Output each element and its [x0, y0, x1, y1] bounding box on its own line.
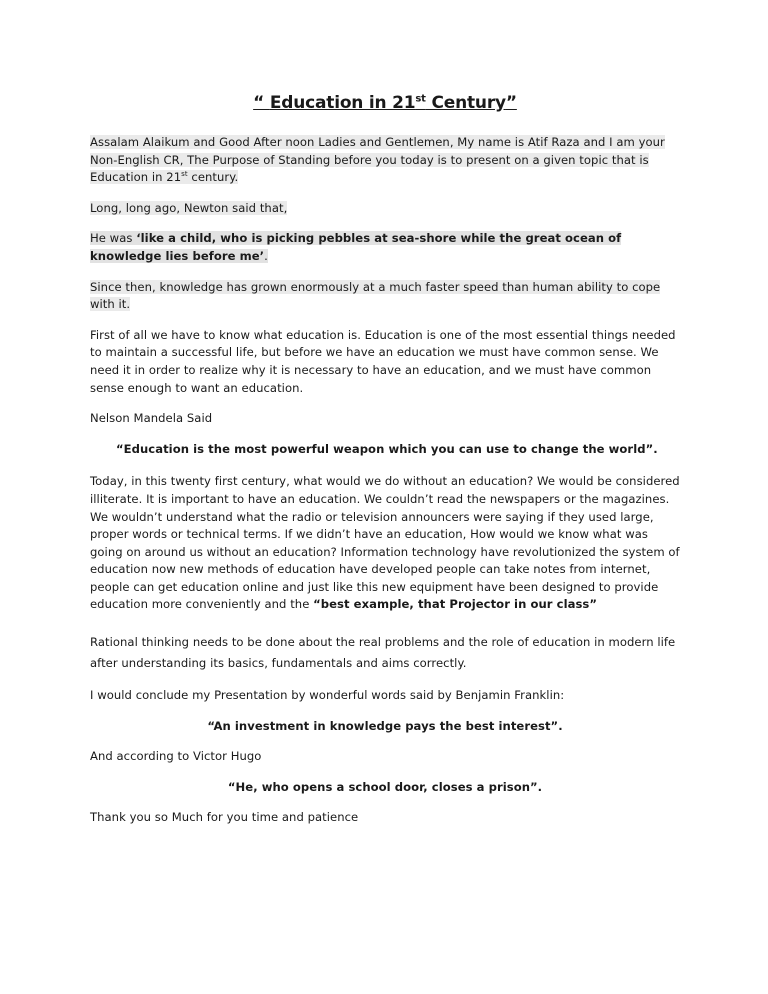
- intro-text-end: century.: [187, 170, 239, 185]
- today-paragraph: [90, 473, 680, 614]
- document-page: [90, 90, 680, 840]
- title-superscript: st: [415, 93, 426, 105]
- newton-quote-paragraph: [90, 230, 680, 265]
- today-text: Today, in this twenty first century, what would we do without an education? We would be considered illiterate. It is important to have an education. We couldn’t read the newspapers or the magazines. We wouldn’t understand what the radio or television announcers were saying if they used large, proper words or technical terms. If we didn’t have an education, How would we know what was going on around us without an education? Information technology have revolutionized the system of education now new methods of education have developed people can take notes from internet, people can get education online and just like this new equipment have been designed to provide education more conveniently and the: [90, 474, 680, 612]
- newton-intro-paragraph: [90, 200, 680, 218]
- today-bold-text: “best example, that Projector in our class”: [313, 597, 598, 612]
- newton-post-text: .: [264, 248, 268, 263]
- hugo-quote: “He, who opens a school door, closes a prison”.: [227, 779, 543, 794]
- newton-pre-text: He was: [90, 231, 137, 246]
- thanks-paragraph: Thank you so Much for you time and patience: [90, 810, 359, 825]
- since-then-text: Since then, knowledge has grown enormously at a much faster speed than human ability to cope with it.: [90, 279, 661, 312]
- conclude-paragraph: I would conclude my Presentation by wonderful words said by Benjamin Franklin:: [90, 688, 565, 703]
- title-close-quote: ”: [505, 93, 517, 113]
- intro-paragraph: [90, 134, 680, 187]
- newton-quote-text: ‘like a child, who is picking pebbles at sea-shore while the great ocean of knowledge lies before me’: [90, 231, 622, 263]
- hugo-intro-paragraph: And according to Victor Hugo: [90, 749, 262, 764]
- title-open-quote: “: [253, 93, 270, 113]
- title-main: Education in 21: [269, 93, 416, 113]
- franklin-quote: “An investment in knowledge pays the best interest”.: [207, 718, 563, 733]
- intro-text: Assalam Alaikum and Good After noon Ladies and Gentlemen, My name is Atif Raza and I am your Non-English CR, The Purpose of Standing before you today is to present on a given topic that is Education in 21: [90, 135, 665, 185]
- since-then-paragraph: [90, 279, 680, 314]
- intro-superscript: st: [181, 170, 188, 179]
- first-of-all-paragraph: First of all we have to know what education is. Education is one of the most essential things needed to maintain a successful life, but before we have an education we must have common sense. We need it in order to realize why it is necessary to have an education, and we must have common sense enough to want an education.: [90, 327, 676, 395]
- page-title: [90, 90, 680, 116]
- rational-paragraph: Rational thinking needs to be done about the real problems and the role of education in modern life after understanding its basics, fundamentals and aims correctly.: [90, 635, 676, 671]
- mandela-intro-paragraph: Nelson Mandela Said: [90, 411, 213, 426]
- title-rest: Century: [425, 93, 506, 113]
- mandela-quote: “Education is the most powerful weapon which you can use to change the world”.: [116, 441, 658, 456]
- newton-intro-text: Long, long ago, Newton said that,: [90, 200, 288, 215]
